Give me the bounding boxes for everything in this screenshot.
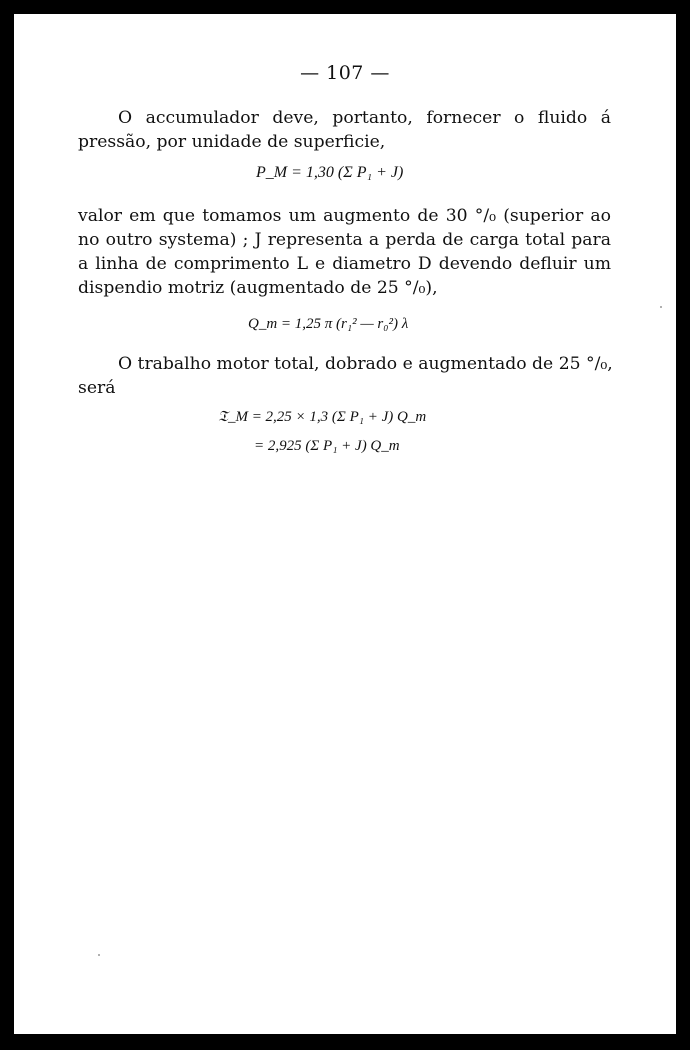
paragraph-3-line-2: será	[78, 378, 116, 398]
document-page	[14, 14, 676, 1034]
paragraph-2-line-2: no outro systema) ; J representa a perda de carga total para	[78, 230, 611, 250]
paragraph-2-line-3: a linha de comprimento L e diametro D devendo defluir um	[78, 254, 611, 274]
paragraph-1	[78, 106, 611, 154]
paper-speck	[98, 954, 100, 956]
paragraph-2	[78, 204, 611, 300]
paragraph-2-line-4: dispendio motriz (augmentado de 25 °/₀),	[78, 278, 438, 298]
equation-discharge-text: Q_m = 1,25 π (r₁² — r₀²) λ	[248, 316, 409, 332]
equation-work-line-1	[218, 408, 426, 426]
paragraph-2-line-1: valor em que tomamos um augmento de 30 °/₀ (superior ao	[78, 206, 611, 226]
paragraph-3-line-1: O trabalho motor total, dobrado e augmentado de 25 °/₀,	[118, 354, 613, 374]
paper-speck	[660, 306, 662, 308]
equation-discharge	[248, 316, 408, 333]
equation-work-line-1-text: 𝔗_M = 2,25 × 1,3 (Σ P₁ + J) Q_m	[218, 409, 427, 425]
paragraph-3	[78, 352, 611, 400]
page-number-header: — 107 —	[300, 62, 390, 84]
equation-pressure	[256, 164, 403, 182]
paragraph-1-line-2: pressão, por unidade de superficie,	[78, 132, 386, 152]
equation-work-line-2-text: = 2,925 (Σ P₁ + J) Q_m	[254, 438, 400, 454]
paragraph-1-line-1: O accumulador deve, portanto, fornecer o fluido á	[118, 108, 611, 128]
equation-work-line-2	[254, 438, 400, 455]
equation-pressure-text: P_M = 1,30 (Σ P₁ + J)	[256, 164, 404, 181]
